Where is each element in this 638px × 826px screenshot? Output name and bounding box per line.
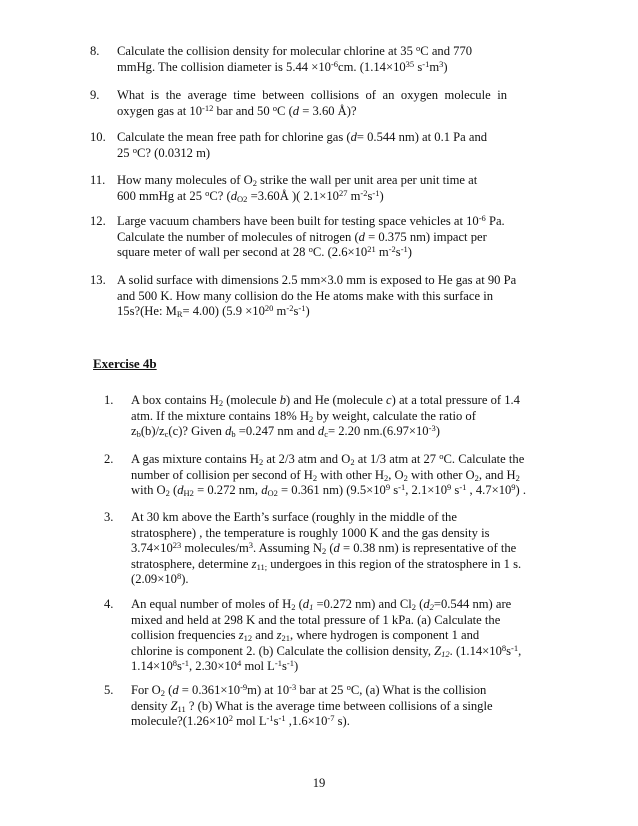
problem-line: $3.74\times 10^{23}$ molecules/$m^3$. Assuming $N_2$ (d = 0.38 nm) is representative of the	[131, 540, 517, 557]
problem-line: An equal number of moles of $H_2$ ($d_1 =0.272$ nm) and $Cl_2$ ($d_2=0.544$ nm) are	[131, 597, 512, 612]
problem-number: 8.	[90, 44, 100, 58]
problem-line: $molecule?(1.26\times 10^2$ mol $L^{-1}s^{-1}$ $,1.6\times 10^{-7}$ s).	[131, 713, 350, 729]
problem-line: stratosphere) , the temperature is roughly 1000 K and the gas density is	[131, 525, 490, 540]
problem-line: $(2.09\times 10^8)$.	[131, 571, 189, 587]
problem-line: A solid surface with dimensions 2.5 mm×3.0 mm is exposed to He gas at 90 Pa	[117, 273, 517, 287]
problem-number: 12.	[90, 214, 106, 228]
problem-line: collision frequencies $z_{12}$ and $z_{21}$, where hydrogen is component 1 and	[131, 628, 480, 644]
problem-line: Large vacuum chambers have been built for testing space vehicles at $10^{-6}$ Pa.	[117, 213, 505, 228]
problem-line: and 500 K. How many collision do the He atoms make with this surface in	[117, 288, 493, 303]
problem-number: 9.	[90, 88, 100, 102]
problem-number: 4.	[104, 597, 114, 611]
problem-number: 2.	[104, 452, 114, 466]
problem-line: 15s?(He: $M_R= 4.00$) ($5.9 \times 10^{20}$ $m^{-2}s^{-1}$)	[117, 303, 310, 320]
problem-line: A box contains $H_2$ (molecule b) and He (molecule c) at a total pressure of 1.4	[131, 393, 520, 408]
problem-line: $z_b(b)/z_c(c)$? Given $d_b =0.247$ nm and $d_c= 2.20$ $nm.(6.97\times 10^{-3})$	[131, 423, 440, 440]
problem-line: For $O_2$ $(d = 0.361\times 10^{-9}m)$ at $10^{-3}$ bar at 25 $^o$C, (a) What is the collision	[131, 682, 487, 698]
problem-line: 600 mmHg at 25 $^o$C? ($d_{O2}$ =3.60Å )( $2.1\times 10^{27}$ $m^{-2}s^{-1}$)	[117, 187, 384, 204]
page-number: 19	[312, 776, 326, 790]
problem-line: Calculate the mean free path for chlorine gas (d= 0.544 nm) at 0.1 Pa and	[117, 130, 488, 144]
problem-number: 3.	[104, 510, 114, 524]
problem-line: number of collision per second of $H_2$ with other $H_2$, $O_2$ with other $O_2$, and $H_2$	[131, 467, 520, 483]
problem-line: Calculate the collision density for molecular chlorine at 35 $^o$C and 770	[117, 43, 473, 58]
problem-line: stratosphere, determine $z_{11;}$ undergoes in this region of the stratosphere in 1 s.	[131, 556, 522, 572]
problem-line: A gas mixture contains $H_2$ at 2/3 atm and $O_2$ at 1/3 atm at 27 $^o$C. Calculate the	[131, 451, 525, 467]
problem-line: 25 $^o$C? (0.0312 m)	[117, 144, 211, 160]
exercise-heading: Exercise 4b	[93, 356, 157, 371]
problem-line: atm. If the mixture contains 18% $H_2$ by weight, calculate the ratio of	[131, 408, 476, 424]
problem-number: 5.	[104, 683, 114, 697]
problem-number: 11.	[90, 173, 106, 187]
problem-line: $1.14\times 10^8s^{-1}$, $2.30\times 10^4$ mol $L^{-1}s^{-1}$)	[131, 658, 299, 674]
problem-line: chlorine is component 2. (b) Calculate the collision density, $Z_{12}$. ($1.14\times 10^8s^{-1}$,	[131, 642, 522, 659]
problem-line: oxygen gas at $10^{-12}$ bar and 50 $^o$C (d = 3.60 Å)?	[117, 102, 357, 118]
problem-line: Calculate the number of molecules of nitrogen (d = 0.375 nm) impact per	[117, 229, 487, 244]
problem-number: 13.	[90, 273, 106, 287]
problem-number: 10.	[90, 130, 106, 144]
problem-line: mmHg. The collision diameter is $5.44 \times 10^{-6}cm$. ($1.14\times 10^{35}$ $s^{-1}m^3$)	[117, 58, 448, 74]
problem-number: 1.	[104, 393, 114, 407]
problem-line: What is the average time between collisions of an oxygen molecule in	[117, 88, 507, 102]
problem-line: mixed and held at 298 K and the total pressure of 1 kPa. (a) Calculate the	[131, 612, 501, 627]
problem-line: square meter of wall per second at 28 $^o$C. ($2.6\times 10^{21}$ $m^{-2}s^{-1}$)	[117, 244, 412, 260]
problem-line: with $O_2$ ($d_{H2} = 0.272$ nm, $d_{O2} = 0.361$ nm) ($9.5\times 10^9$ $s^{-1}$, $2.1\times 10^9$ $s^{-1}$ , $4.7\times 10^9$) .	[131, 482, 527, 499]
problem-line: How many molecules of $O_2$ strike the wall per unit area per unit time at	[117, 173, 478, 188]
problem-line: At 30 km above the Earth’s surface (roughly in the middle of the	[131, 510, 457, 524]
problem-line: density $Z_{11}$ ? (b) What is the average time between collisions of a single	[131, 698, 493, 714]
